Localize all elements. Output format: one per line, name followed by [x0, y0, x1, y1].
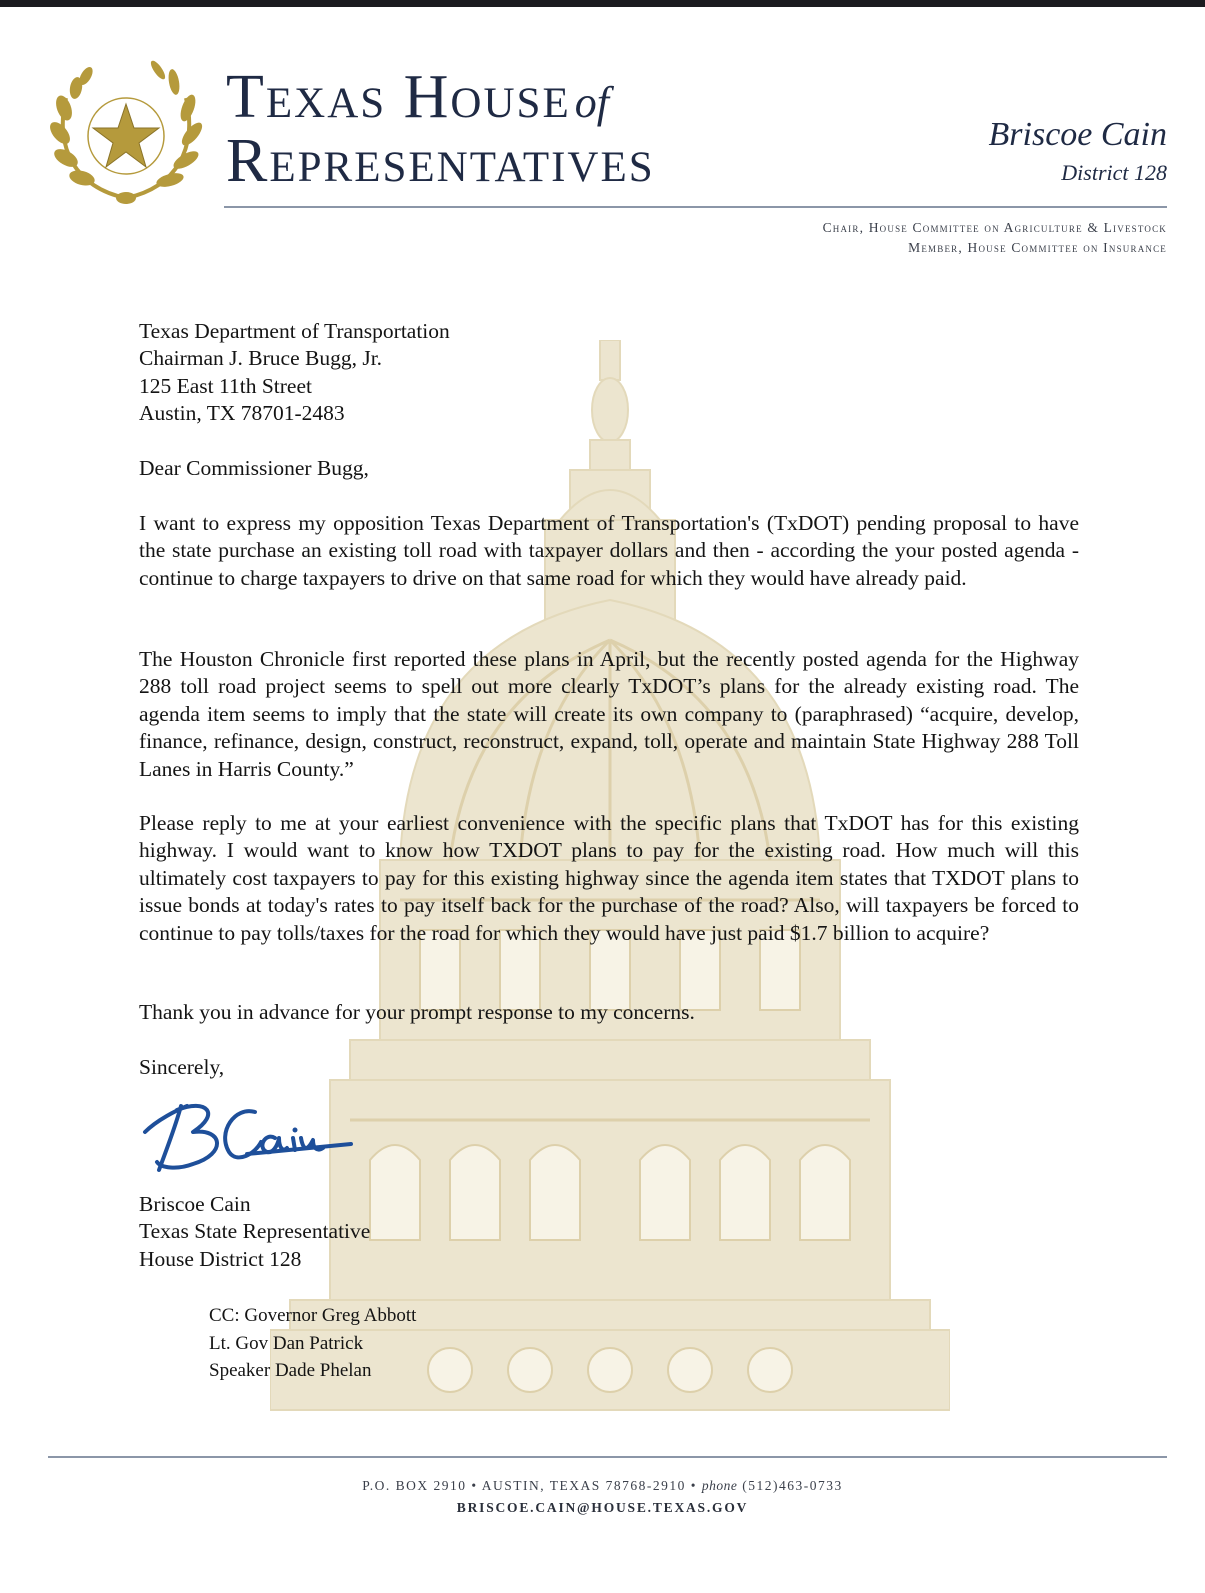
texas-house-seal-icon	[46, 58, 206, 208]
cc-line: Lt. Gov Dan Patrick	[209, 1332, 364, 1354]
recipient-line: Austin, TX 78701-2483	[139, 401, 345, 426]
body-paragraph: The Houston Chronicle first reported these plans in April, but the recently posted agenda for the Highway 288 toll road project seems to spell out more clearly TxDOT’s plans for the already existing road. The agenda item seems to imply that the state will create its own company to (paraphrased) “acquire, develop, finance, refinance, design, construct, reconstruct, expand, toll, operate and maintain State Highway 288 Toll Lanes in Harris County.”	[139, 647, 1079, 781]
closing: Sincerely,	[139, 1055, 225, 1079]
recipient-address	[139, 318, 1079, 428]
footer-address-line	[0, 1478, 1205, 1494]
recipient-line: Texas Department of Transportation	[139, 319, 450, 343]
footer-phone-label: phone	[701, 1478, 738, 1493]
recipient-line: 125 East 11th Street	[139, 373, 312, 398]
cc-line: Speaker Dade Phelan	[209, 1360, 372, 1381]
footer-divider	[48, 1456, 1167, 1458]
body-paragraph: Please reply to me at your earliest convenience with the specific plans that TxDOT has for this existing highway. I would want to know how TXDOT plans to pay for the existing road. How much will this ultimately cost taxpayers to pay for this existing highway since the agenda item states that TXDOT plans to issue bonds at today's rates to pay itself back for the purchase of the road? Also, will taxpayers be forced to continue to pay tolls/taxes for the road for which they would have just paid $1.7 billion to acquire?	[139, 811, 1079, 945]
org-name	[226, 63, 655, 195]
org-name-line1: Texas House	[226, 63, 571, 131]
representative-district: District 128	[1061, 160, 1167, 185]
recipient-line: Chairman J. Bruce Bugg, Jr.	[139, 346, 383, 371]
org-name-of: of	[574, 78, 609, 127]
signer-title: Texas State Representative	[139, 1219, 371, 1244]
representative-name: Briscoe Cain	[988, 116, 1167, 153]
salutation: Dear Commissioner Bugg,	[139, 456, 369, 480]
signature-block	[139, 1191, 1079, 1273]
signer-name: Briscoe Cain	[139, 1192, 251, 1216]
footer-email: BRISCOE.CAIN@HOUSE.TEXAS.GOV	[456, 1500, 749, 1515]
header-divider	[224, 206, 1167, 208]
cc-line: CC: Governor Greg Abbott	[209, 1305, 417, 1326]
org-name-line2: Representatives	[226, 127, 655, 195]
handwritten-signature-icon	[137, 1092, 357, 1182]
footer-address: P.O. BOX 2910 • AUSTIN, TEXAS 78768-2910 •	[362, 1478, 697, 1493]
committee-member: Member, House Committee on Insurance	[908, 240, 1167, 255]
footer-phone: (512)463-0733	[742, 1478, 843, 1493]
body-paragraph: I want to express my opposition Texas Department of Transportation's (TxDOT) pending proposal to have the state purchase an existing toll road with taxpayer dollars and then - according the your posted agenda - continue to charge taxpayers to drive on that same road for which they would have already paid.	[139, 511, 1079, 590]
body-paragraph: Thank you in advance for your prompt response to my concerns.	[139, 1000, 695, 1024]
signer-district: House District 128	[139, 1246, 302, 1271]
committee-chair: Chair, House Committee on Agriculture & Livestock	[822, 220, 1167, 235]
top-border-bar	[0, 0, 1205, 7]
cc-list	[209, 1302, 416, 1385]
